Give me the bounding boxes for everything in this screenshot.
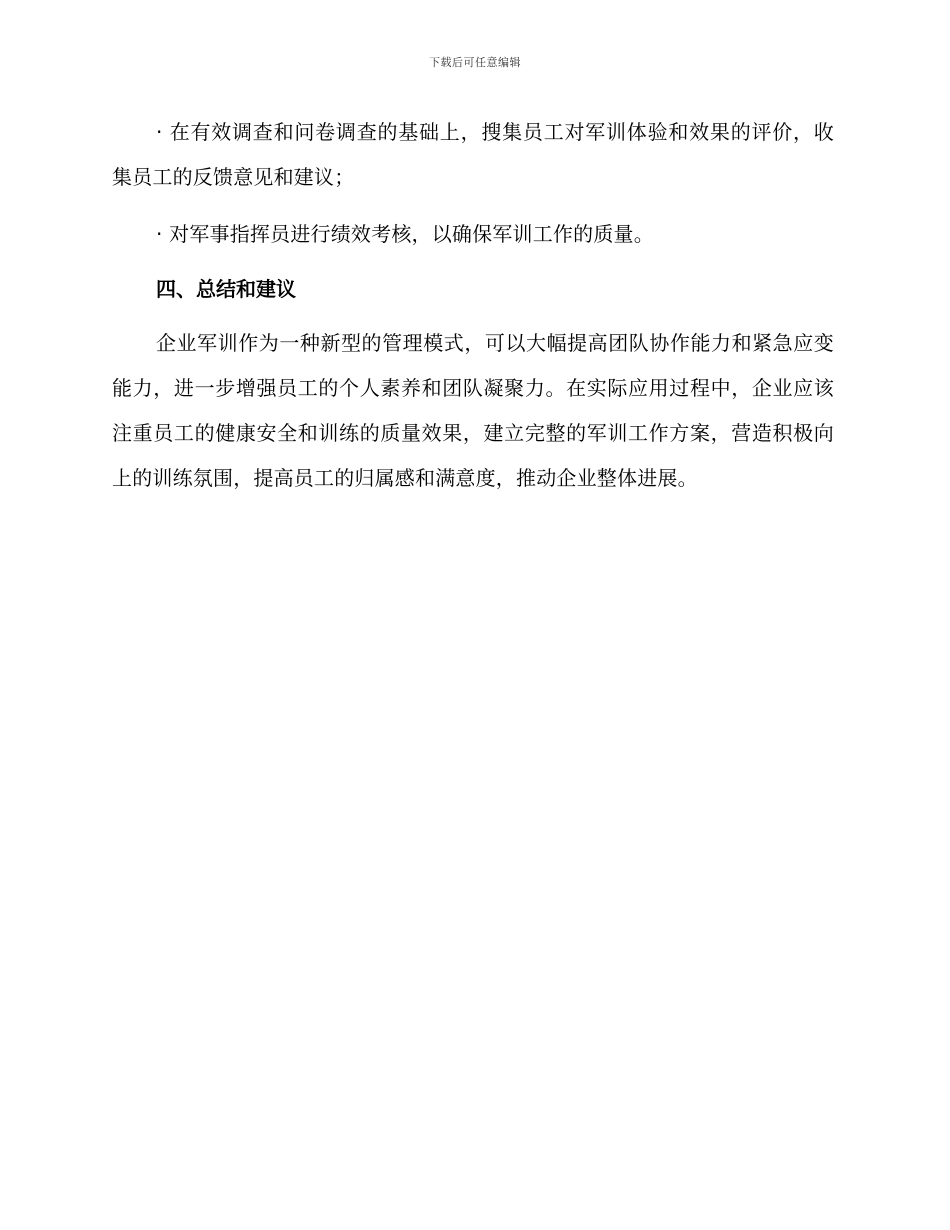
document-body — [112, 110, 834, 501]
bullet-item-performance-review: · 对军事指挥员进行绩效考核，以确保军训工作的质量。 — [156, 222, 654, 246]
section-heading: 四、总结和建议 — [156, 277, 296, 301]
page-header-note: 下载后可任意编辑 — [429, 56, 521, 69]
summary-paragraph: 企业军训作为一种新型的管理模式，可以大幅提高团队协作能力和紧急应变能力，进一步增强员工的个人素养和团队凝聚力。在实际应用过程中，企业应该注重员工的健康安全和训练的质量效果，建立完整的军训工作方案，营造积极向上的训练氛围，提高员工的归属感和满意度，推动企业整体进展。 — [112, 331, 834, 490]
bullet-item-feedback: · 在有效调查和问卷调查的基础上，搜集员工对军训体验和效果的评价，收集员工的反馈意见和建议； — [112, 120, 834, 189]
